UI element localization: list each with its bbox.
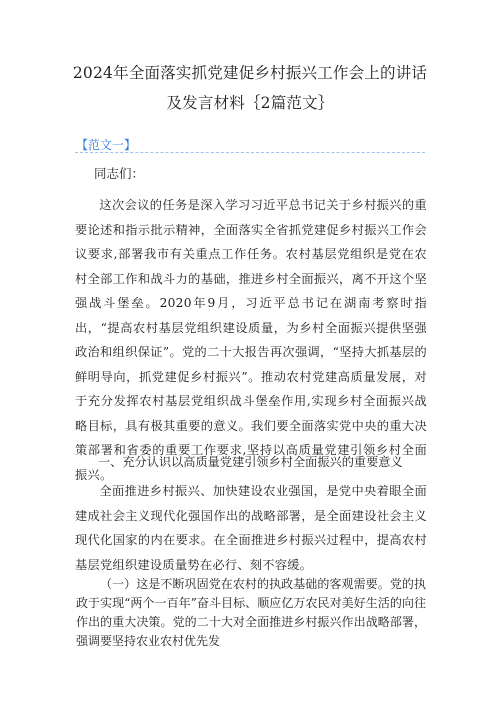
section-divider [75,152,425,153]
section-heading-1: 一、充分认识以高质量党建引领乡村全面振兴的重要意义 [98,455,403,469]
document-title-line-1: 2024年全面落实抓党建促乡村振兴工作会上的讲话 [72,64,428,82]
document-title-line-2: 及发言材料｛2篇范文｝ [166,94,334,112]
paragraph-3: （一）这是不断巩固党在农村的执政基础的客观需要。党的执政于实现“两个一百年”奋斗目标、顺应亿万农民对美好生活的向往作出的重大决策。党的二十大对全面推进乡村振兴作出战略部署，强调要坚持农业农村优先发 [76,577,426,648]
section-label: 【范文一】 [76,138,137,152]
paragraph-intro: 这次会议的任务是深入学习习近平总书记关于乡村振兴的重要论述和指示批示精神，全面落实全省抓党建促乡村振兴工作会议要求,部署我市有关重点工作任务。农村基层党组织是党在农村全部工作和战斗力的基础，推进乡村全面振兴，离不开这个坚强战斗堡垒。2020年9月，习近平总书记在湖南考察时指出，“提高农村基层党组织建设质量，为乡村全面振兴提供坚强政治和组织保证”。党的二十大报告再次强调，“坚持大抓基层的鲜明导向，抓党建促乡村振兴”。推动农村党建高质量发展，对于充分发挥农村基层党组织战斗堡垒作用,实现乡村全面振兴战略目标，具有极其重要的意义。我们要全面落实党中央的重大决策部署和省委的重要工作要求,坚持以高质量党建引领乡村全面振兴。 [75,198,427,482]
salutation: 同志们： [94,166,145,181]
paragraph-2: 全面推进乡村振兴、加快建设农业强国，是党中央着眼全面建成社会主义现代化强国作出的战略部署，是全面建设社会主义现代化国家的内在要求。在全面推进乡村振兴过程中，提高农村基层党组织建设质量势在必行、刻不容缓。 [75,484,427,572]
